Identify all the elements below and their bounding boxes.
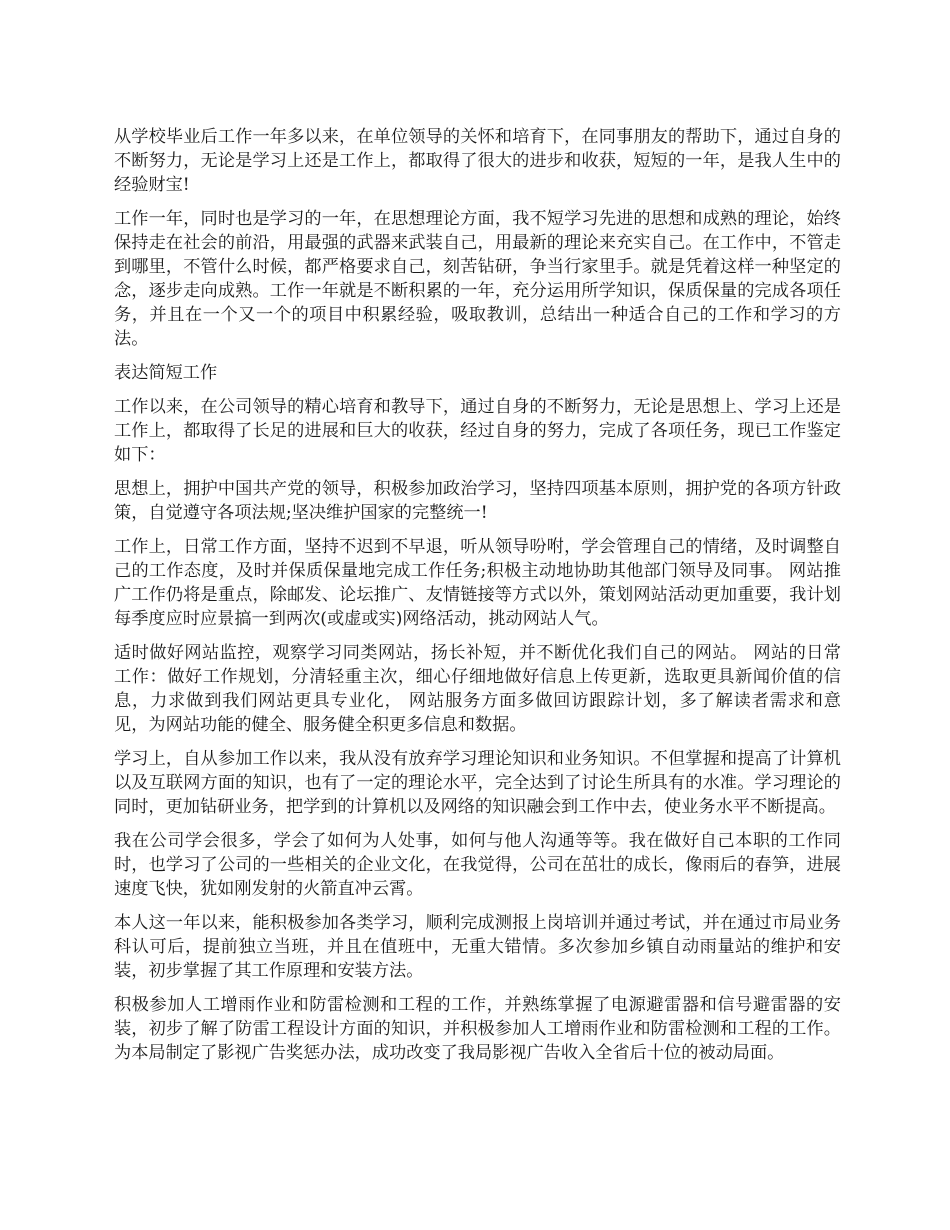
paragraph-lightning-protection: 积极参加人工增雨作业和防雷检测和工程的工作，并熟练掌握了电源避雷器和信号避雷器的安装，初步了解了防雷工程设计方面的知识，并积极参加人工增雨作业和防雷检测和工程的工作。为本局制定了影视广告奖惩办法，成功改变了我局影视广告收入全省后十位的被动局面。: [114, 995, 841, 1063]
paragraph-website-monitoring: 适时做好网站监控，观察学习同类网站，扬长补短，并不断优化我们自己的网站。 网站的日常工作：做好工作规划，分清轻重主次，细心仔细地做好信息上传更新，选取更具新闻价值的信息，力求做到我们网站更具专业化， 网站服务方面多做回访跟踪计划，多了解读者需求和意见，为网站功能的健全、服务健全积更多信息和数据。: [114, 643, 841, 735]
paragraph-training: 本人这一年以来，能积极参加各类学习，顺利完成测报上岗培训并通过考试，并在通过市局业务科认可后，提前独立当班，并且在值班中，无重大错情。多次参加乡镇自动雨量站的维护和安装，初步掌握了其工作原理和安装方法。: [114, 913, 841, 981]
paragraph-work-summary: 工作以来，在公司领导的精心培育和教导下，通过自身的不断努力，无论是思想上、学习上还是工作上，都取得了长足的进展和巨大的收获，经过自身的努力，完成了各项任务，现已工作鉴定如下：: [114, 397, 841, 465]
paragraph-daily-work: 工作上，日常工作方面，坚持不迟到不早退，听从领导吩咐，学会管理自己的情绪，及时调整自己的工作态度，及时并保质保量地完成工作任务;积极主动地协助其他部门领导及同事。 网站推广工作仍将是重点，除邮发、论坛推广、友情链接等方式以外，策划网站活动更加重要，我计划每季度应时应景搞一到两次(或虚或实)网络活动，挑动网站人气。: [114, 537, 841, 629]
section-heading: 表达简短工作: [114, 363, 218, 383]
paragraph-ideology: 思想上，拥护中国共产党的领导，积极参加政治学习，坚持四项基本原则，拥护党的各项方针政策，自觉遵守各项法规;坚决维护国家的完整统一!: [114, 479, 841, 523]
paragraph-learning: 学习上，自从参加工作以来，我从没有放弃学习理论知识和业务知识。不但掌握和提高了计算机以及互联网方面的知识，也有了一定的理论水平，完全达到了讨论生所具有的水准。学习理论的同时，更加钻研业务，把学到的计算机以及网络的知识融会到工作中去，使业务水平不断提高。: [114, 749, 841, 817]
paragraph-theory-study: 工作一年，同时也是学习的一年，在思想理论方面，我不短学习先进的思想和成熟的理论，始终保持走在社会的前沿，用最强的武器来武装自己，用最新的理论来充实自己。在工作中，不管走到哪里，不管什么时候，都严格要求自己，刻苦钻研，争当行家里手。就是凭着这样一种坚定的念，逐步走向成熟。工作一年就是不断积累的一年，充分运用所学知识，保质保量的完成各项任务，并且在一个又一个的项目中积累经验，吸取教训，总结出一种适合自己的工作和学习的方法。: [114, 209, 841, 349]
paragraph-intro: 从学校毕业后工作一年多以来，在单位领导的关怀和培育下，在同事朋友的帮助下，通过自身的不断努力，无论是学习上还是工作上，都取得了很大的进步和收获，短短的一年，是我人生中的经验财宝!: [114, 127, 841, 195]
document-body: [114, 125, 841, 1075]
paragraph-company-growth: 我在公司学会很多，学会了如何为人处事，如何与他人沟通等等。我在做好自己本职的工作同时，也学习了公司的一些相关的企业文化，在我觉得，公司在茁壮的成长，像雨后的春笋，进展速度飞快，犹如刚发射的火箭直冲云霄。: [114, 831, 841, 899]
